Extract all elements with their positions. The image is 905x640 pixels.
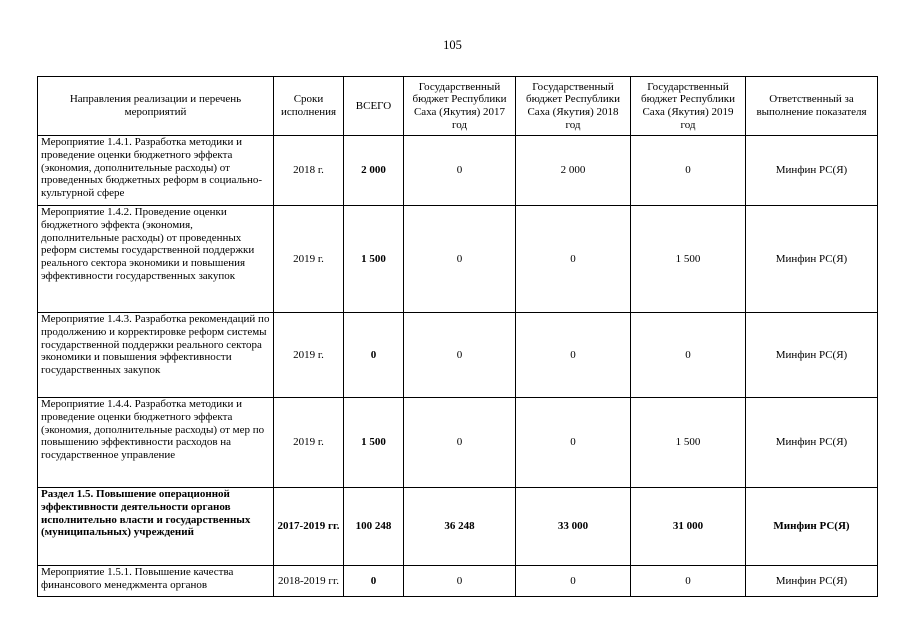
measure-total: 0	[344, 313, 404, 398]
measure-total: 1 500	[344, 398, 404, 488]
section-total: 100 248	[344, 488, 404, 566]
header-budget-2019: Государственный бюджет Республики Саха (Якутия) 2019 год	[631, 77, 746, 136]
measure-term: 2018 г.	[274, 136, 344, 206]
measure-budget-2017: 0	[404, 313, 516, 398]
measure-term: 2019 г.	[274, 398, 344, 488]
measure-responsible: Минфин РС(Я)	[746, 206, 878, 313]
section-responsible: Минфин РС(Я)	[746, 488, 878, 566]
measure-name: Мероприятие 1.4.1. Разработка методики и проведение оценки бюджетного эффекта (экономия, дополнительные расходы) от проведенных бюджетных реформ в социально-культурной сфере	[38, 136, 274, 206]
table-row	[38, 566, 878, 597]
table-header-row	[38, 77, 878, 136]
measure-budget-2019: 1 500	[631, 206, 746, 313]
measure-budget-2019: 1 500	[631, 398, 746, 488]
section-budget-2017: 36 248	[404, 488, 516, 566]
header-budget-2018: Государственный бюджет Республики Саха (Якутия) 2018 год	[516, 77, 631, 136]
measure-budget-2018: 0	[516, 206, 631, 313]
section-term: 2017-2019 гг.	[274, 488, 344, 566]
measure-budget-2018: 0	[516, 566, 631, 597]
measure-budget-2019: 0	[631, 136, 746, 206]
measure-total: 0	[344, 566, 404, 597]
measure-responsible: Минфин РС(Я)	[746, 398, 878, 488]
measure-budget-2018: 0	[516, 398, 631, 488]
table-row	[38, 398, 878, 488]
measure-term: 2019 г.	[274, 313, 344, 398]
measure-name: Мероприятие 1.5.1. Повышение качества финансового менеджмента органов	[38, 566, 274, 597]
measure-total: 1 500	[344, 206, 404, 313]
page-number: 105	[443, 38, 462, 52]
budget-table	[37, 76, 878, 597]
measure-budget-2019: 0	[631, 566, 746, 597]
section-name: Раздел 1.5. Повышение операционной эффективности деятельности органов исполнительно власти и государственных (муниципальных) учреждений	[38, 488, 274, 566]
header-responsible: Ответственный за выполнение показателя	[746, 77, 878, 136]
header-directions: Направления реализации и перечень мероприятий	[38, 77, 274, 136]
measure-responsible: Минфин РС(Я)	[746, 566, 878, 597]
table-row	[38, 136, 878, 206]
table-row	[38, 313, 878, 398]
measure-responsible: Минфин РС(Я)	[746, 313, 878, 398]
header-total: ВСЕГО	[344, 77, 404, 136]
measure-budget-2017: 0	[404, 206, 516, 313]
measure-budget-2018: 2 000	[516, 136, 631, 206]
section-row	[38, 488, 878, 566]
table-row	[38, 206, 878, 313]
measure-term: 2019 г.	[274, 206, 344, 313]
measure-term: 2018-2019 гг.	[274, 566, 344, 597]
measure-budget-2019: 0	[631, 313, 746, 398]
measure-responsible: Минфин РС(Я)	[746, 136, 878, 206]
section-budget-2018: 33 000	[516, 488, 631, 566]
header-budget-2017: Государственный бюджет Республики Саха (Якутия) 2017 год	[404, 77, 516, 136]
measure-name: Мероприятие 1.4.3. Разработка рекомендаций по продолжению и корректировке реформ системы государственной поддержки реального сектора экономики и повышения эффективности государственных закупок	[38, 313, 274, 398]
measure-name: Мероприятие 1.4.2. Проведение оценки бюджетного эффекта (экономия, дополнительные расходы) от проведенных реформ системы государственной поддержки реального сектора экономики и повышения эффективности государственных закупок	[38, 206, 274, 313]
measure-budget-2018: 0	[516, 313, 631, 398]
header-terms: Сроки исполнения	[274, 77, 344, 136]
measure-total: 2 000	[344, 136, 404, 206]
section-budget-2019: 31 000	[631, 488, 746, 566]
measure-name: Мероприятие 1.4.4. Разработка методики и проведение оценки бюджетного эффекта (экономия, дополнительные расходы) от мер по повышению эффективности расходов на государственное управление	[38, 398, 274, 488]
measure-budget-2017: 0	[404, 136, 516, 206]
measure-budget-2017: 0	[404, 398, 516, 488]
measure-budget-2017: 0	[404, 566, 516, 597]
